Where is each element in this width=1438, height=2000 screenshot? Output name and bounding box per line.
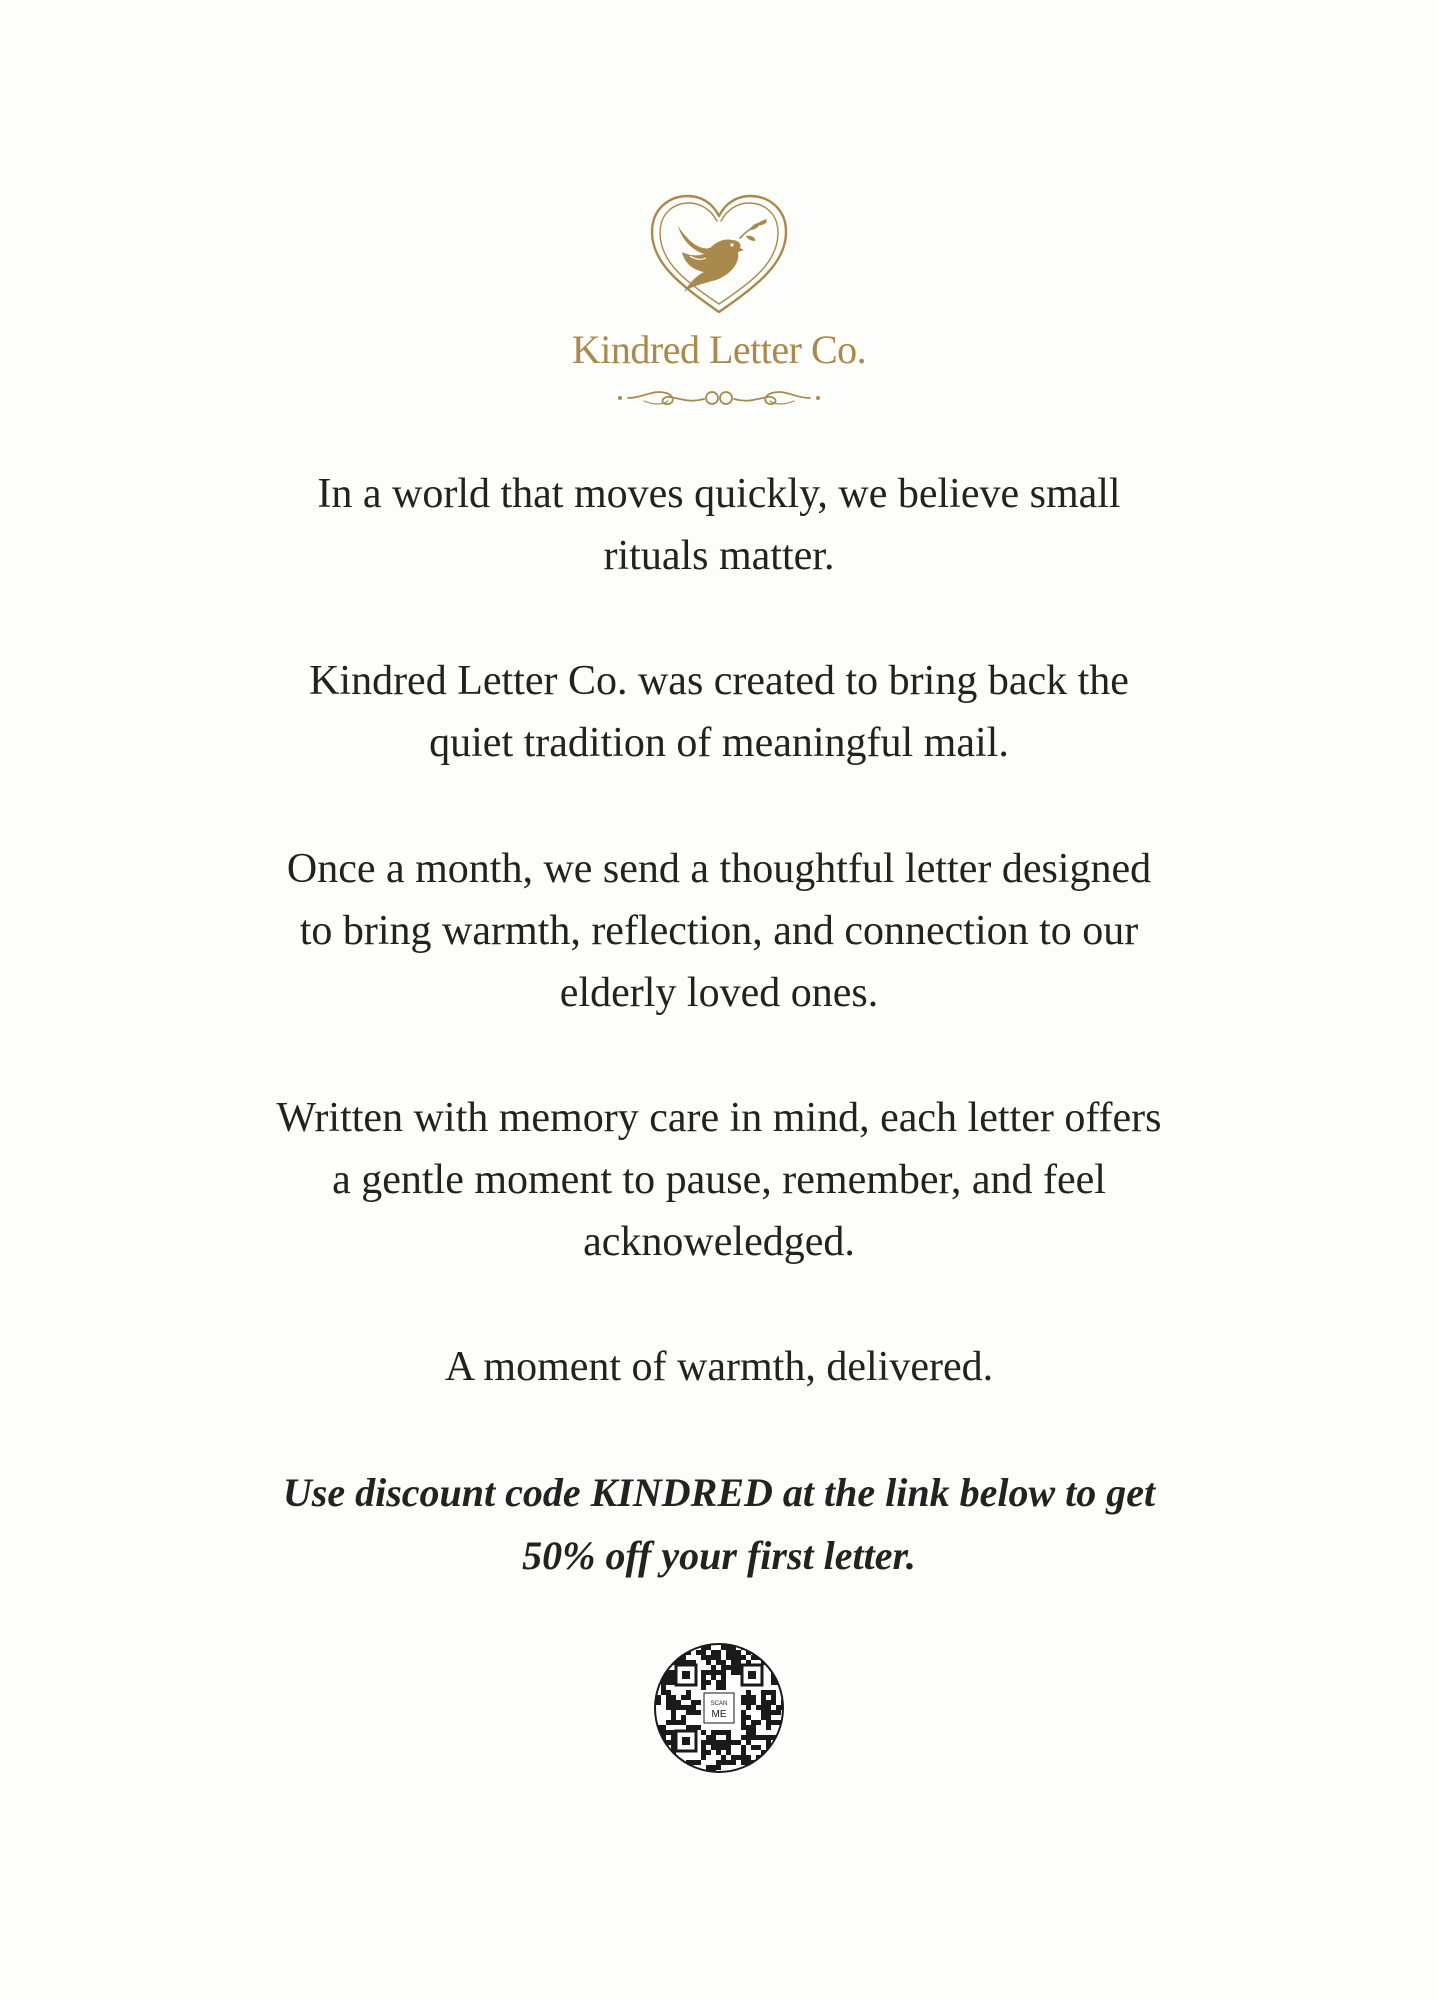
qr-module <box>671 1700 676 1705</box>
qr-module <box>741 1720 746 1725</box>
qr-module <box>666 1650 671 1655</box>
qr-module <box>666 1740 671 1745</box>
paragraph-tagline: A moment of warmth, delivered. <box>444 1344 994 1390</box>
qr-module <box>671 1695 676 1700</box>
qr-module <box>726 1750 731 1755</box>
qr-module <box>671 1705 676 1710</box>
qr-module <box>741 1750 746 1755</box>
qr-module <box>661 1690 666 1695</box>
qr-module <box>661 1665 666 1670</box>
qr-module <box>711 1735 716 1740</box>
qr-module <box>721 1660 726 1665</box>
qr-module <box>676 1705 681 1710</box>
qr-module <box>746 1740 751 1745</box>
qr-module <box>766 1710 771 1715</box>
qr-module <box>696 1700 701 1705</box>
qr-module <box>776 1705 781 1710</box>
qr-module <box>721 1680 726 1685</box>
qr-module <box>691 1725 696 1730</box>
qr-scan-label: SCAN <box>710 1701 728 1707</box>
brand-name: Kindred Letter Co. <box>571 327 867 372</box>
qr-module <box>676 1760 681 1765</box>
qr-module <box>721 1665 726 1670</box>
qr-module <box>771 1710 776 1715</box>
qr-module <box>741 1755 746 1760</box>
qr-module <box>741 1725 746 1730</box>
qr-module <box>716 1730 721 1735</box>
qr-module <box>716 1750 721 1755</box>
qr-module <box>701 1680 706 1685</box>
qr-module <box>776 1645 781 1650</box>
qr-module <box>756 1705 761 1710</box>
qr-module <box>676 1645 681 1650</box>
qr-module <box>716 1655 721 1660</box>
qr-module <box>731 1650 736 1655</box>
qr-module <box>711 1650 716 1655</box>
qr-module <box>711 1765 716 1770</box>
qr-module <box>721 1670 726 1675</box>
qr-module <box>731 1755 736 1760</box>
qr-module <box>771 1695 776 1700</box>
qr-module <box>781 1765 784 1770</box>
qr-module <box>661 1745 666 1750</box>
qr-module <box>656 1645 661 1650</box>
qr-module <box>756 1735 761 1740</box>
qr-module <box>716 1745 721 1750</box>
qr-module <box>656 1675 661 1680</box>
qr-module <box>656 1700 661 1705</box>
qr-module <box>676 1720 681 1725</box>
qr-module <box>781 1755 784 1760</box>
brand-logo <box>509 190 929 411</box>
qr-module <box>711 1730 716 1735</box>
qr-module <box>691 1710 696 1715</box>
qr-module <box>781 1660 784 1665</box>
qr-module <box>756 1645 761 1650</box>
qr-module <box>711 1655 716 1660</box>
qr-module <box>661 1685 666 1690</box>
qr-module <box>781 1740 784 1745</box>
qr-module <box>766 1735 771 1740</box>
qr-module <box>676 1770 681 1773</box>
qr-module <box>696 1650 701 1655</box>
qr-module <box>726 1760 731 1765</box>
qr-module <box>766 1725 771 1730</box>
qr-module <box>696 1760 701 1765</box>
qr-module <box>756 1650 761 1655</box>
qr-module <box>766 1760 771 1765</box>
qr-module <box>661 1655 666 1660</box>
qr-module <box>721 1740 726 1745</box>
qr-module <box>736 1660 741 1665</box>
qr-module <box>726 1665 731 1670</box>
heart-dove-icon <box>644 190 794 320</box>
qr-module <box>661 1725 666 1730</box>
qr-module <box>771 1680 776 1685</box>
qr-module <box>701 1685 706 1690</box>
qr-module <box>746 1705 751 1710</box>
qr-module <box>661 1760 666 1765</box>
qr-module <box>716 1680 721 1685</box>
ornament-flourish-icon <box>614 385 824 411</box>
qr-module <box>656 1695 661 1700</box>
qr-module <box>726 1730 731 1735</box>
qr-module <box>751 1695 756 1700</box>
discount-offer: Use discount code KINDRED at the link below to get 50% off your first letter. <box>282 1470 1156 1578</box>
qr-module <box>746 1755 751 1760</box>
qr-module <box>706 1735 711 1740</box>
qr-module <box>681 1770 686 1773</box>
qr-module <box>771 1750 776 1755</box>
qr-module <box>656 1670 661 1675</box>
qr-module <box>731 1760 736 1765</box>
qr-module <box>766 1765 771 1770</box>
qr-module <box>726 1745 731 1750</box>
qr-module <box>771 1720 776 1725</box>
qr-module <box>656 1770 661 1773</box>
qr-module <box>751 1725 756 1730</box>
qr-module <box>761 1700 766 1705</box>
qr-module <box>746 1690 751 1695</box>
qr-module <box>721 1645 726 1650</box>
qr-module <box>681 1720 686 1725</box>
qr-module <box>726 1645 731 1650</box>
qr-module <box>751 1745 756 1750</box>
qr-module <box>756 1745 761 1750</box>
qr-module <box>776 1765 781 1770</box>
qr-module <box>751 1655 756 1660</box>
qr-module <box>721 1745 726 1750</box>
qr-module <box>746 1725 751 1730</box>
qr-module <box>766 1705 771 1710</box>
qr-module <box>721 1675 726 1680</box>
qr-module <box>741 1715 746 1720</box>
qr-module <box>681 1695 686 1700</box>
qr-module <box>691 1700 696 1705</box>
qr-module <box>766 1690 771 1695</box>
qr-module <box>716 1740 721 1745</box>
qr-module <box>776 1755 781 1760</box>
qr-module <box>721 1755 726 1760</box>
qr-module <box>686 1705 691 1710</box>
qr-module <box>766 1720 771 1725</box>
qr-module <box>731 1740 736 1745</box>
qr-module <box>666 1705 671 1710</box>
qr-module <box>676 1700 681 1705</box>
qr-module <box>711 1675 716 1680</box>
qr-module <box>761 1735 766 1740</box>
qr-module <box>711 1670 716 1675</box>
qr-module <box>776 1720 781 1725</box>
qr-module <box>781 1760 784 1765</box>
qr-module <box>716 1650 721 1655</box>
qr-module <box>701 1650 706 1655</box>
qr-module <box>661 1770 666 1773</box>
qr-module <box>776 1745 781 1750</box>
qr-module <box>661 1755 666 1760</box>
qr-module <box>711 1740 716 1745</box>
qr-module <box>761 1705 766 1710</box>
qr-module <box>721 1760 726 1765</box>
qr-module <box>771 1760 776 1765</box>
qr-module <box>736 1670 741 1675</box>
qr-module <box>706 1740 711 1745</box>
qr-module <box>741 1710 746 1715</box>
qr-module <box>666 1730 671 1735</box>
qr-module <box>696 1710 701 1715</box>
qr-module <box>656 1765 661 1770</box>
qr-module <box>736 1755 741 1760</box>
qr-module <box>731 1660 736 1665</box>
qr-module <box>666 1675 671 1680</box>
qr-module <box>736 1665 741 1670</box>
qr-module <box>741 1735 746 1740</box>
qr-module <box>761 1695 766 1700</box>
qr-module <box>706 1680 711 1685</box>
qr-module <box>711 1665 716 1670</box>
qr-module <box>706 1645 711 1650</box>
qr-module <box>666 1700 671 1705</box>
qr-module <box>696 1725 701 1730</box>
qr-module <box>686 1645 691 1650</box>
qr-module <box>776 1710 781 1715</box>
qr-module <box>721 1730 726 1735</box>
qr-module <box>701 1730 706 1735</box>
qr-module <box>761 1690 766 1695</box>
qr-module <box>746 1735 751 1740</box>
qr-module <box>656 1665 661 1670</box>
qr-module <box>741 1695 746 1700</box>
paragraph-memory-care: Written with memory care in mind, each letter offers a gentle moment to pause, remember, and feel acknoweledged. <box>276 1095 1162 1265</box>
qr-module <box>736 1650 741 1655</box>
qr-module <box>716 1670 721 1675</box>
qr-module <box>661 1650 666 1655</box>
qr-module <box>691 1705 696 1710</box>
qr-module <box>656 1655 661 1660</box>
qr-module <box>761 1650 766 1655</box>
qr-module <box>751 1645 756 1650</box>
qr-module <box>671 1710 676 1715</box>
qr-module <box>776 1740 781 1745</box>
qr-module <box>686 1770 691 1773</box>
qr-module <box>666 1645 671 1650</box>
qr-module <box>771 1690 776 1695</box>
qr-module <box>666 1680 671 1685</box>
qr-module <box>746 1700 751 1705</box>
qr-module <box>751 1720 756 1725</box>
qr-module <box>666 1695 671 1700</box>
qr-module <box>681 1705 686 1710</box>
qr-module <box>721 1685 726 1690</box>
qr-me-label: ME <box>711 1709 727 1720</box>
qr-module <box>751 1735 756 1740</box>
qr-module <box>741 1745 746 1750</box>
qr-module <box>661 1730 666 1735</box>
qr-module <box>686 1695 691 1700</box>
qr-module <box>666 1690 671 1695</box>
qr-module <box>701 1655 706 1660</box>
qr-module <box>701 1740 706 1745</box>
qr-module <box>771 1700 776 1705</box>
paragraph-meaningful-mail: Kindred Letter Co. was created to bring back the quiet tradition of meaningful mail. <box>309 658 1129 766</box>
qr-code-graphic <box>654 1643 784 1773</box>
qr-module <box>671 1655 676 1660</box>
qr-module <box>686 1725 691 1730</box>
qr-module <box>771 1770 776 1773</box>
qr-module <box>661 1765 666 1770</box>
qr-module <box>666 1720 671 1725</box>
qr-module <box>741 1760 746 1765</box>
qr-module <box>716 1760 721 1765</box>
qr-module <box>666 1755 671 1760</box>
qr-module <box>726 1740 731 1745</box>
qr-module <box>751 1765 756 1770</box>
paragraph-small-rituals: In a world that moves quickly, we believe small rituals matter. <box>317 471 1121 579</box>
qr-module <box>751 1730 756 1735</box>
qr-module <box>656 1750 661 1755</box>
qr-module <box>766 1740 771 1745</box>
qr-module <box>701 1755 706 1760</box>
qr-code[interactable] <box>654 1643 784 1773</box>
qr-module <box>726 1650 731 1655</box>
qr-module <box>766 1715 771 1720</box>
qr-module <box>716 1685 721 1690</box>
qr-module <box>756 1765 761 1770</box>
qr-module <box>771 1650 776 1655</box>
qr-module <box>756 1720 761 1725</box>
qr-module <box>701 1750 706 1755</box>
qr-module <box>746 1715 751 1720</box>
qr-module <box>681 1715 686 1720</box>
qr-module <box>726 1655 731 1660</box>
qr-module <box>736 1740 741 1745</box>
qr-module <box>691 1760 696 1765</box>
qr-module <box>731 1670 736 1675</box>
qr-module <box>781 1670 784 1675</box>
qr-module <box>701 1675 706 1680</box>
qr-module <box>671 1715 676 1720</box>
qr-module <box>731 1655 736 1660</box>
qr-module <box>741 1655 746 1660</box>
qr-module <box>746 1695 751 1700</box>
qr-module <box>706 1765 711 1770</box>
qr-module <box>671 1645 676 1650</box>
qr-module <box>776 1760 781 1765</box>
qr-module <box>746 1730 751 1735</box>
qr-module <box>761 1645 766 1650</box>
qr-module <box>686 1710 691 1715</box>
qr-module <box>726 1735 731 1740</box>
qr-module <box>666 1655 671 1660</box>
qr-module <box>706 1655 711 1660</box>
qr-module <box>761 1710 766 1715</box>
qr-module <box>781 1675 784 1680</box>
qr-module <box>701 1745 706 1750</box>
qr-module <box>716 1660 721 1665</box>
qr-module <box>711 1745 716 1750</box>
qr-module <box>706 1750 711 1755</box>
qr-module <box>781 1645 784 1650</box>
qr-module <box>781 1745 784 1750</box>
qr-module <box>751 1700 756 1705</box>
qr-module <box>661 1680 666 1685</box>
qr-module <box>716 1765 721 1770</box>
qr-module <box>706 1660 711 1665</box>
qr-module <box>731 1665 736 1670</box>
qr-module <box>701 1670 706 1675</box>
qr-module <box>686 1690 691 1695</box>
qr-module <box>741 1700 746 1705</box>
qr-module <box>706 1670 711 1675</box>
qr-module <box>761 1715 766 1720</box>
qr-module <box>766 1700 771 1705</box>
paragraph-monthly-letter: Once a month, we send a thoughtful letter designed to bring warmth, reflection, and connection to our elderly loved ones. <box>286 846 1152 1016</box>
qr-module <box>671 1720 676 1725</box>
qr-module <box>736 1655 741 1660</box>
